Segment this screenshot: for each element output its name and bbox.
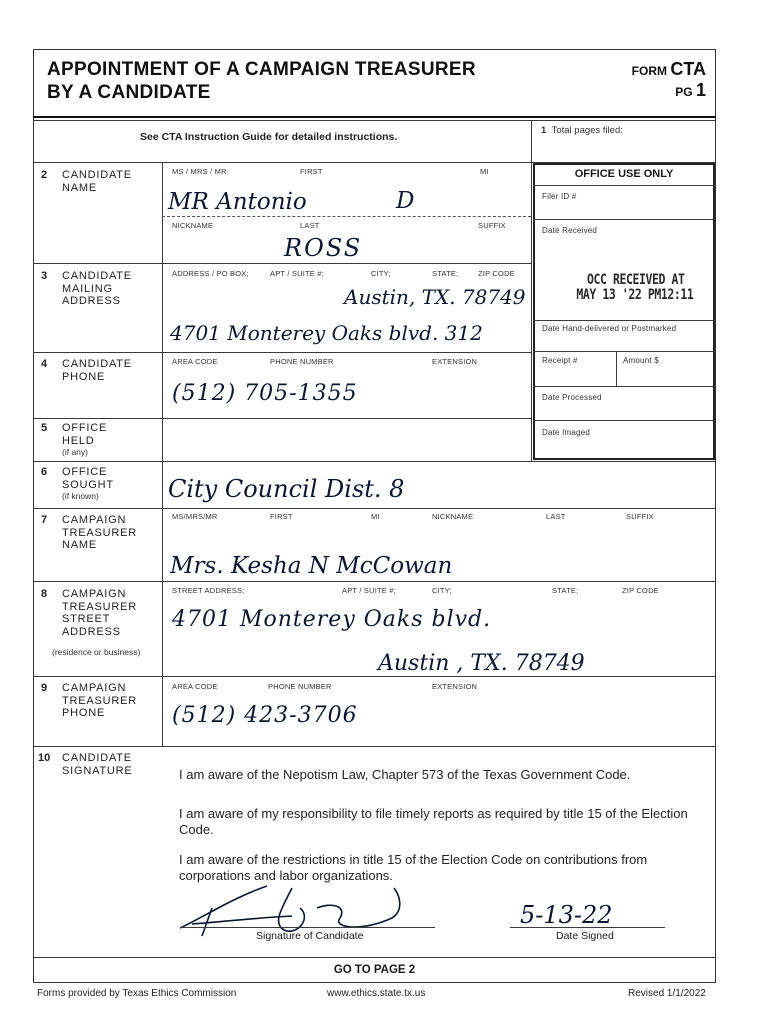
section5-number: 5	[41, 422, 48, 434]
first-name-label: FIRST	[300, 167, 323, 176]
date-signed-field[interactable]: 5-13-22	[520, 901, 613, 929]
extension-label: EXTENSION	[432, 357, 478, 366]
section8-number: 8	[41, 588, 48, 600]
apt-label: APT / SUITE #;	[270, 269, 324, 278]
office-use-title: OFFICE USE ONLY	[574, 168, 674, 180]
section5-sub: (if any)	[62, 447, 88, 457]
candidate-first-name-field[interactable]: MR Antonio	[168, 189, 307, 215]
section6-number: 6	[41, 466, 48, 478]
date-signed-label: Date Signed	[556, 930, 614, 942]
filer-id-label: Filer ID #	[542, 192, 577, 201]
treasurer-phone-label: PHONE NUMBER	[268, 682, 332, 691]
section9-label: CAMPAIGN TREASURER PHONE	[62, 682, 138, 719]
section2-label: CANDIDATE NAME	[62, 169, 132, 194]
zip-label: ZIP CODE	[478, 269, 515, 278]
candidate-street-field[interactable]: 4701 Monterey Oaks blvd. 312	[170, 321, 483, 345]
date-hand-delivered-label: Date Hand-delivered or Postmarked	[542, 324, 677, 333]
last-name-label: LAST	[300, 221, 320, 230]
treasurer-street-field[interactable]: 4701 Monterey Oaks blvd.	[172, 607, 492, 632]
suffix-label: SUFFIX	[478, 221, 506, 230]
section7-number: 7	[41, 514, 48, 526]
footer-website: www.ethics.state.tx.us	[327, 988, 426, 999]
name-prefix-label: MS / MRS / MR	[172, 167, 227, 176]
state-label: STATE;	[432, 269, 459, 278]
office-sought-field[interactable]: City Council Dist. 8	[168, 475, 405, 503]
treasurer-state-label: STATE;	[552, 586, 579, 595]
candidate-phone-field[interactable]: (512) 705-1355	[172, 381, 358, 406]
reports-statement: I am aware of my responsibility to file timely reports as required by title 15 of the Election Code.	[179, 806, 688, 837]
section5-label: OFFICE HELD	[62, 422, 108, 447]
amount-label: Amount $	[623, 356, 659, 365]
section2-number: 2	[41, 169, 48, 181]
treasurer-first-label: FIRST	[270, 512, 293, 521]
treasurer-apt-label: APT / SUITE #;	[342, 586, 396, 595]
treasurer-mi-label: MI	[371, 512, 380, 521]
nickname-label: NICKNAME	[172, 221, 214, 230]
section10-number: 10	[38, 752, 51, 764]
section3-number: 3	[41, 270, 48, 282]
address-label: ADDRESS / PO BOX;	[172, 269, 249, 278]
received-stamp: OCC RECEIVED AT MAY 13 '22 PM12:11	[576, 272, 694, 303]
candidate-last-name-field[interactable]: ROSS	[284, 234, 363, 262]
date-processed-label: Date Processed	[542, 393, 602, 402]
section3-label: CANDIDATE MAILING ADDRESS	[62, 270, 132, 307]
date-imaged-label: Date Imaged	[542, 428, 591, 437]
form-title: APPOINTMENT OF A CAMPAIGN TREASURER BY A CANDIDATE	[47, 59, 476, 103]
area-code-label: AREA CODE	[172, 357, 218, 366]
office-held-field[interactable]	[163, 419, 530, 461]
treasurer-name-field[interactable]: Mrs. Kesha N McCowan	[170, 553, 453, 579]
section8-label: CAMPAIGN TREASURER STREET ADDRESS	[62, 588, 138, 638]
section6-sub: (if known)	[62, 491, 99, 501]
treasurer-suffix-label: SUFFIX	[626, 512, 654, 521]
section4-label: CANDIDATE PHONE	[62, 358, 132, 383]
section10-label: CANDIDATE SIGNATURE	[62, 752, 133, 777]
treasurer-last-label: LAST	[546, 512, 566, 521]
contributions-statement: I am aware of the restrictions in title 15 of the Election Code on contributions from corporations and labor organizations.	[179, 852, 648, 883]
section4-number: 4	[41, 358, 48, 370]
section8-sub: (residence or business)	[52, 647, 141, 657]
treasurer-phone-field[interactable]: (512) 423-3706	[172, 703, 358, 728]
candidate-mi-field[interactable]: D	[396, 188, 415, 214]
treasurer-zip-label: ZIP CODE	[622, 586, 659, 595]
total-pages-label: 1 Total pages filed:	[541, 125, 623, 136]
treasurer-city-label: CITY;	[432, 586, 452, 595]
go-to-page-2: GO TO PAGE 2	[333, 964, 416, 976]
candidate-city-state-zip-field[interactable]: Austin, TX. 78749	[344, 285, 526, 309]
signature-label: Signature of Candidate	[256, 930, 364, 942]
street-address-label: STREET ADDRESS;	[172, 586, 245, 595]
treasurer-city-state-zip-field[interactable]: Austin , TX. 78749	[378, 651, 585, 676]
section9-number: 9	[41, 682, 48, 694]
phone-number-label: PHONE NUMBER	[270, 357, 334, 366]
date-received-label: Date Received	[542, 226, 598, 235]
treasurer-nickname-label: NICKNAME	[432, 512, 474, 521]
office-use-box	[533, 163, 715, 460]
nepotism-statement: I am aware of the Nepotism Law, Chapter 573 of the Texas Government Code.	[179, 767, 631, 782]
city-label: CITY;	[371, 269, 391, 278]
footer-provider: Forms provided by Texas Ethics Commission	[37, 988, 237, 999]
treasurer-prefix-label: MS/MRS/MR	[172, 512, 218, 521]
section6-label: OFFICE SOUGHT	[62, 466, 114, 491]
treasurer-area-code-label: AREA CODE	[172, 682, 218, 691]
receipt-label: Receipt #	[542, 356, 578, 365]
mi-label: MI	[480, 167, 489, 176]
form-id: FORM CTA PG 1	[631, 59, 706, 100]
instructions-text: See CTA Instruction Guide for detailed instructions.	[140, 131, 398, 143]
footer-revised: Revised 1/1/2022	[628, 988, 706, 999]
section7-label: CAMPAIGN TREASURER NAME	[62, 514, 138, 551]
treasurer-extension-label: EXTENSION	[432, 682, 478, 691]
